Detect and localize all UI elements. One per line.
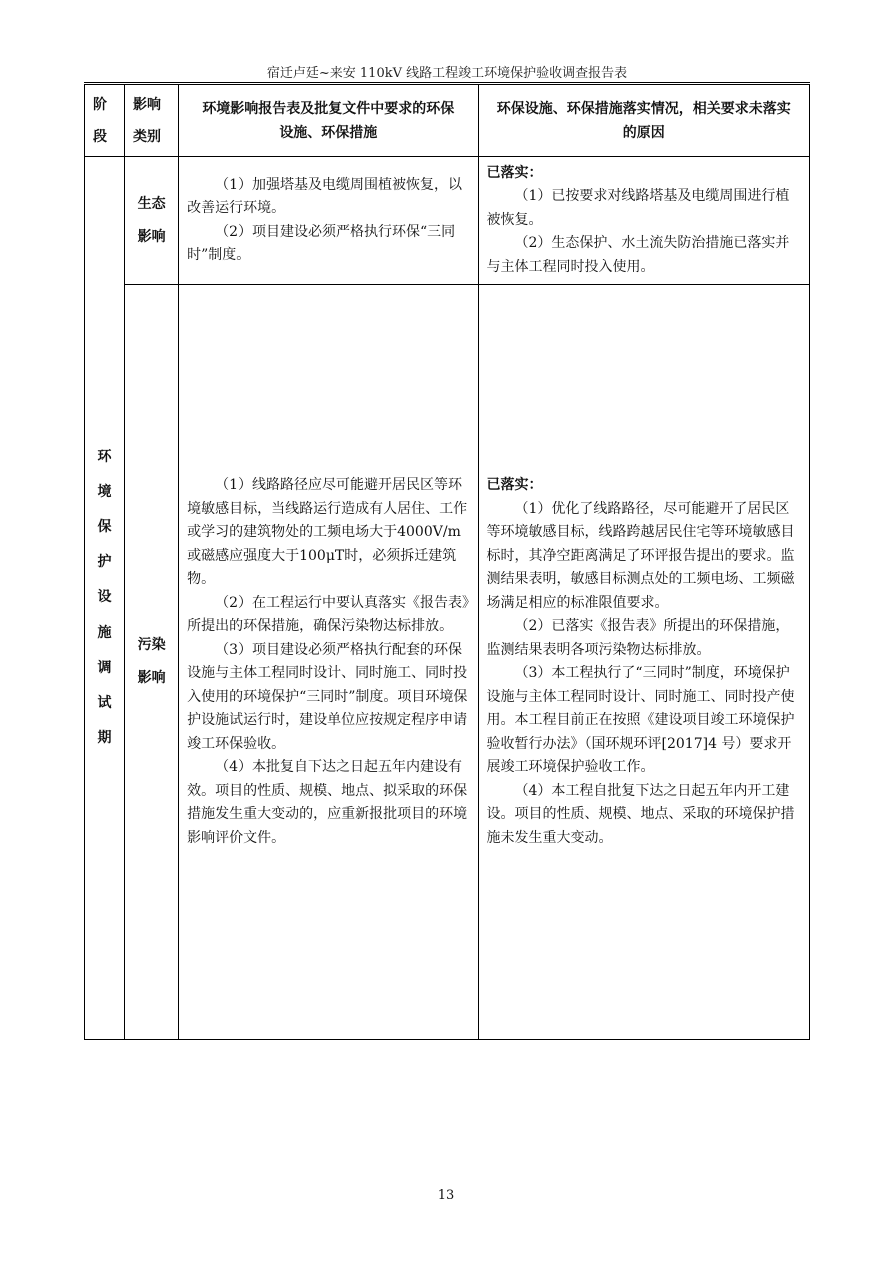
- stage-char: 试: [97, 695, 112, 711]
- requirement-item: （2）在工程运行中要认真落实《报告表》所提出的环保措施，确保污染物达标排放。: [187, 594, 470, 634]
- document-header: 宿迁卢廷~来安 110kV 线路工程竣工环境保护验收调查报告表: [266, 66, 628, 81]
- table-row: [85, 157, 810, 285]
- requirement-item: （4）本批复自下达之日起五年内建设有效。项目的性质、规模、地点、拟采取的环保措施发生重大变动的，应重新报批项目的环境影响评价文件。: [187, 759, 468, 846]
- type-cell-ecology: [125, 157, 179, 285]
- requirement-item: （3）项目建设必须严格执行配套的环保设施与主体工程同时设计、同时施工、同时投入使用的环境保护“三同时”制度。项目环境保护设施试运行时，建设单位应按规定程序申请竣工环保验收。: [187, 641, 468, 752]
- stage-char: 护: [97, 554, 112, 571]
- requirements-cell: [179, 157, 478, 285]
- implementation-cell: [478, 157, 809, 285]
- measures-table: [84, 84, 810, 1040]
- stage-cell: [85, 157, 125, 1040]
- status-label: 已落实：: [486, 477, 543, 493]
- table-row: [85, 285, 810, 1040]
- page-number: 13: [437, 1188, 455, 1203]
- type-line: 污染: [137, 637, 166, 653]
- stage-char: 调: [97, 659, 112, 676]
- header-stage: [85, 85, 125, 157]
- header-stage-char: 阶: [93, 96, 107, 113]
- implementation-item: （2）已落实《报告表》所提出的环保措施，监测结果表明各项污染物达标排放。: [486, 618, 790, 658]
- implementation-cell: [478, 285, 809, 1040]
- header-type-line: 类别: [133, 128, 162, 145]
- status-label: 已落实：: [486, 164, 543, 181]
- stage-char: 境: [97, 483, 112, 500]
- stage-char: 环: [97, 448, 112, 465]
- header-stage-char: 段: [93, 128, 107, 145]
- requirement-item: （2）项目建设必须严格执行环保“三同时”制度。: [187, 223, 456, 263]
- type-cell-pollution: [125, 285, 179, 1040]
- implementation-item: （1）优化了线路路径，尽可能避开了居民区等环境敏感目标，线路跨越居民住宅等环境敏感目标时，其净空距离满足了环评报告提出的要求。监测结果表明，敏感目标测点处的工频电场、工频磁场满足相应的标准限值要求。: [486, 500, 795, 611]
- implementation-item: （3）本工程执行了“三同时”制度，环境保护设施与主体工程同时设计、同时施工、同时投产使用。本工程目前正在按照《建设项目竣工环境保护验收暂行办法》（国环规环评[2017]4 号）要求开展竣工环境保护验收工作。: [486, 665, 795, 775]
- header-type-line: 影响: [133, 96, 162, 113]
- implementation-item: （1）已按要求对线路塔基及电缆周围进行植被恢复。: [486, 188, 790, 228]
- type-line: 影响: [137, 670, 166, 686]
- requirement-item: （1）加强塔基及电缆周围植被恢复，以改善运行环境。: [187, 176, 463, 216]
- requirements-cell: [179, 285, 478, 1040]
- header-type: [125, 85, 179, 157]
- stage-char: 期: [97, 730, 112, 747]
- type-line: 影响: [137, 228, 166, 245]
- stage-char: 保: [97, 518, 112, 535]
- requirement-item: （1）线路路径应尽可能避开居民区等环境敏感目标，当线路运行造成有人居住、工作或学习的建筑物处的工频电场大于4000V/m或磁感应强度大于100μT时，必须拆迁建筑物。: [187, 477, 468, 587]
- header-rule: [84, 82, 810, 83]
- header-requirements: 环境影响报告表及批复文件中要求的环保设施、环保措施: [179, 85, 478, 157]
- stage-char: 施: [97, 624, 112, 641]
- type-line: 生态: [137, 195, 166, 212]
- implementation-item: （2）生态保护、水土流失防治措施已落实并与主体工程同时投入使用。: [486, 235, 790, 275]
- table-header-row: [85, 85, 810, 157]
- stage-char: 设: [97, 589, 112, 606]
- implementation-item: （4）本工程自批复下达之日起五年内开工建设。项目的性质、规模、地点、采取的环境保护措施未发生重大变动。: [486, 782, 795, 846]
- header-implementation: 环保设施、环保措施落实情况，相关要求未落实的原因: [478, 85, 809, 157]
